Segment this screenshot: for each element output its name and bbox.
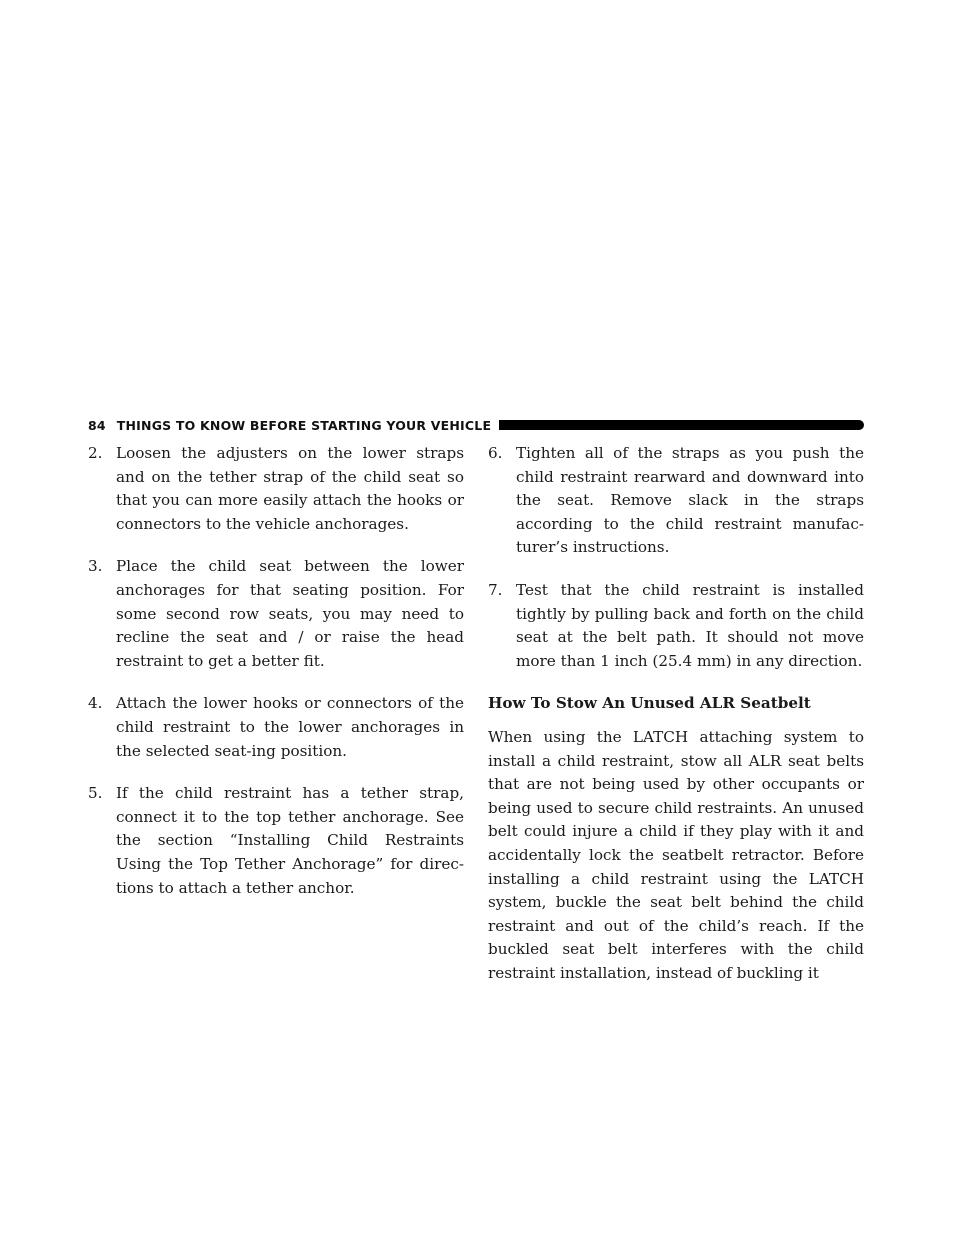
step-number: 7. xyxy=(488,580,503,599)
step-number: 4. xyxy=(88,694,103,713)
left-column xyxy=(88,442,464,919)
body-paragraph: When using the LATCH attaching system to install a child restraint, stow all ALR seat belts that are not being used by other occupants or being used to secure child restraints. An unused belt could injure a child if they play with it and accidentally lock the seatbelt retractor. Before installing a child restraint using the LATCH system, buckle the seat belt behind the child restraint and out of the child’s reach. If the buckled seat belt interferes with the child restraint installation, instead of buckling it xyxy=(488,727,864,982)
section-title: THINGS TO KNOW BEFORE STARTING YOUR VEHICLE xyxy=(116,417,492,433)
step-text: Loosen the adjusters on the lower straps and on the tether strap of the child seat so that you can more easily attach the hooks or connectors to the vehicle anchorages. xyxy=(116,444,464,533)
step-text: Place the child seat between the lower anchorages for that seating position. For some second row seats, you may need to recline the seat and / or raise the head restraint to get a better fit. xyxy=(116,557,464,670)
step-7 xyxy=(488,579,864,673)
step-number: 6. xyxy=(488,444,503,462)
step-4 xyxy=(88,692,464,763)
right-column xyxy=(488,442,864,985)
page-header xyxy=(88,417,864,433)
step-6 xyxy=(488,442,864,560)
step-text: Tighten all of the straps as you push the child restraint rearward and downward into the seat. Remove slack in the straps according to the child restraint manufac-turer’s instructions. xyxy=(516,444,864,557)
step-number: 5. xyxy=(88,784,103,803)
step-number: 3. xyxy=(88,557,103,576)
step-3 xyxy=(88,555,464,673)
step-number: 2. xyxy=(88,444,103,462)
step-5 xyxy=(88,782,464,900)
step-text: If the child restraint has a tether strap, connect it to the top tether anchorage. See the section “Installing Child Restraints Using the Top Tether Anchorage” for direc-tions to attach a tether anchor. xyxy=(116,784,464,897)
page-number: 84 xyxy=(88,417,106,433)
header-rule xyxy=(499,420,864,430)
step-2 xyxy=(88,442,464,536)
step-text: Attach the lower hooks or connectors of the child restraint to the lower anchorages in the selected seat-ing position. xyxy=(116,694,464,760)
step-text: Test that the child restraint is installed tightly by pulling back and forth on the child seat at the belt path. It should not move more than 1 inch (25.4 mm) in any direction. xyxy=(516,580,864,670)
section-subheading: How To Stow An Unused ALR Seatbelt xyxy=(488,694,811,713)
